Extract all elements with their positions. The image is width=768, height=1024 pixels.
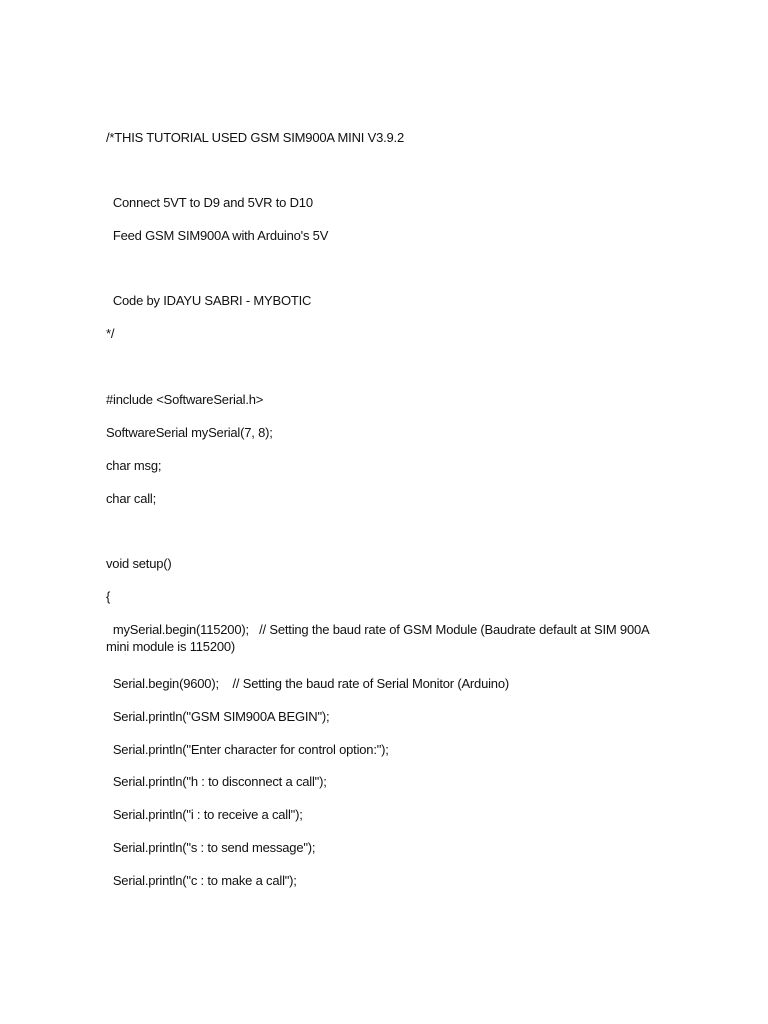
code-software-serial: SoftwareSerial mySerial(7, 8); xyxy=(106,425,273,440)
code-comment-connect: Connect 5VT to D9 and 5VR to D10 xyxy=(106,195,313,210)
code-comment-end: */ xyxy=(106,326,115,341)
code-comment-feed: Feed GSM SIM900A with Arduino's 5V xyxy=(106,228,329,243)
code-include: #include <SoftwareSerial.h> xyxy=(106,392,264,407)
code-void-setup: void setup() xyxy=(106,556,172,571)
code-println-option: Serial.println("Enter character for control option:"); xyxy=(106,742,389,757)
code-println-h: Serial.println("h : to disconnect a call"); xyxy=(106,774,327,789)
code-myserial-begin: mySerial.begin(115200); // Setting the baud rate of GSM Module (Baudrate default at SIM 900A mini module is 115200) xyxy=(106,622,653,654)
code-open-brace: { xyxy=(106,589,111,604)
code-println-begin: Serial.println("GSM SIM900A BEGIN"); xyxy=(106,709,330,724)
code-char-call: char call; xyxy=(106,491,157,506)
code-println-c: Serial.println("c : to make a call"); xyxy=(106,873,297,888)
code-serial-begin: Serial.begin(9600); // Setting the baud rate of Serial Monitor (Arduino) xyxy=(106,676,509,691)
code-println-s: Serial.println("s : to send message"); xyxy=(106,840,316,855)
code-char-msg: char msg; xyxy=(106,458,162,473)
code-comment-author: Code by IDAYU SABRI - MYBOTIC xyxy=(106,293,312,308)
code-println-i: Serial.println("i : to receive a call"); xyxy=(106,807,303,822)
code-comment-title: /*THIS TUTORIAL USED GSM SIM900A MINI V3.9.2 xyxy=(106,130,404,145)
